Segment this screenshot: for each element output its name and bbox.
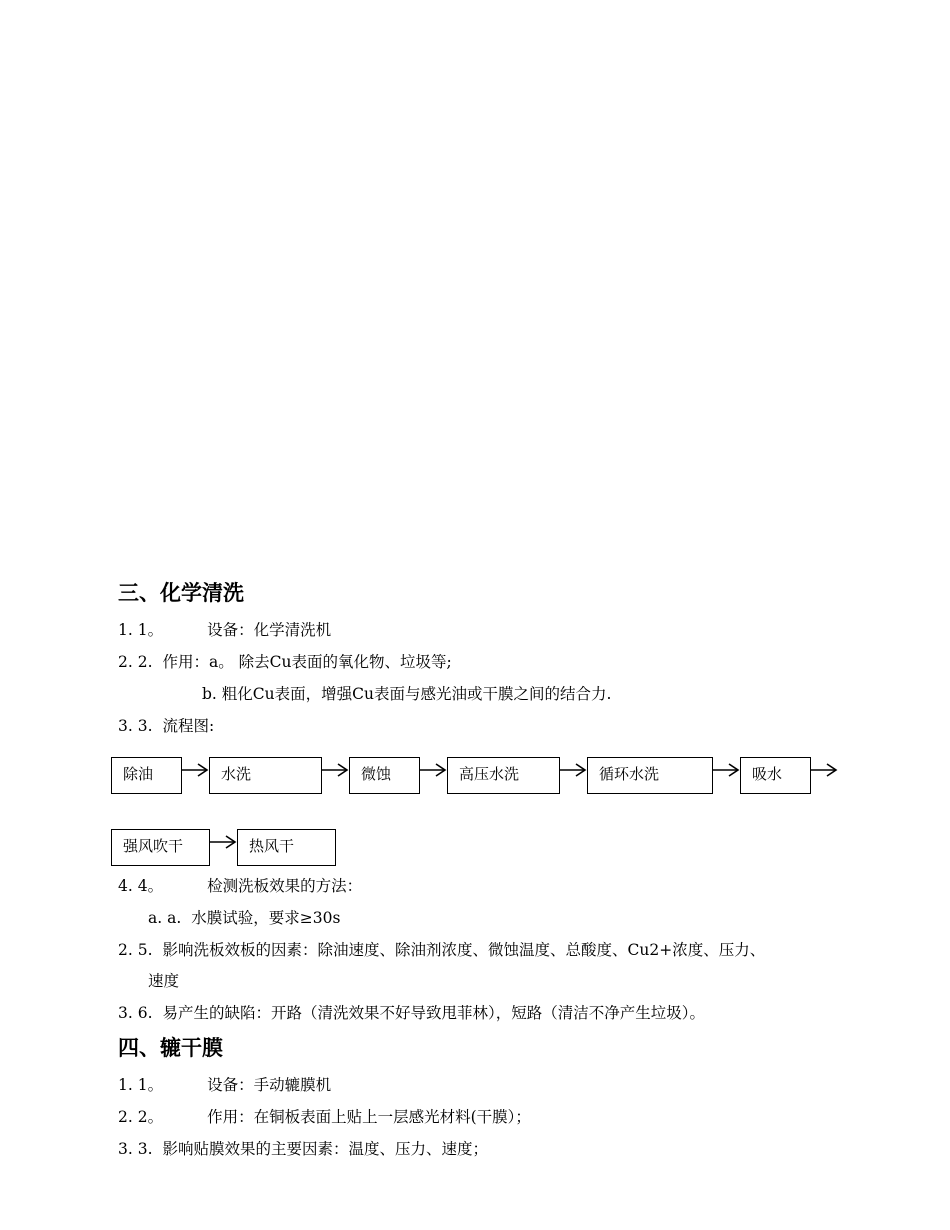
flow-step-rinse: 水洗 bbox=[209, 757, 322, 794]
flow-step-microetch: 微蚀 bbox=[349, 757, 420, 794]
s4-item-1 bbox=[118, 1075, 331, 1095]
item-number: 3. 3. bbox=[118, 1140, 153, 1158]
flow-step-absorb: 吸水 bbox=[740, 757, 811, 794]
item-number: 3. 6. bbox=[118, 1004, 153, 1022]
flow-step-circulating-rinse: 循环水洗 bbox=[587, 757, 713, 794]
s3-item-5 bbox=[118, 940, 765, 960]
s3-item-4a bbox=[148, 908, 340, 928]
arrow bbox=[210, 836, 235, 848]
arrow bbox=[560, 764, 585, 776]
item-text: b. 粗化Cu表面，增强Cu表面与感光油或干膜之间的结合力. bbox=[202, 685, 612, 703]
s4-item-3 bbox=[118, 1139, 488, 1159]
item-number: 1. 1。 bbox=[118, 1076, 164, 1094]
item-text: 设备：化学清洗机 bbox=[207, 621, 332, 639]
flow-step-degrease: 除油 bbox=[111, 757, 182, 794]
item-number: a. a. bbox=[148, 909, 182, 927]
flow-step-high-pressure-rinse: 高压水洗 bbox=[447, 757, 560, 794]
s3-item-6 bbox=[118, 1003, 705, 1023]
flow-step-strong-air-dry: 强风吹干 bbox=[111, 829, 210, 866]
item-text: 作用：在铜板表面上贴上一层感光材料(干膜）； bbox=[207, 1108, 531, 1126]
item-text: 易产生的缺陷：开路（清洗效果不好导致甩菲林），短路（清洁不净产生垃圾）。 bbox=[162, 1004, 706, 1022]
item-number: 2. 5. bbox=[118, 941, 153, 959]
section-4-heading: 四、辘干膜 bbox=[118, 1036, 223, 1060]
s3-item-4 bbox=[118, 876, 362, 896]
item-text: 影响洗板效板的因素：除油速度、除油剂浓度、微蚀温度、总酸度、Cu2+浓度、压力、 bbox=[162, 941, 766, 959]
item-text: 检测洗板效果的方法： bbox=[207, 877, 363, 895]
s3-item-5-cont bbox=[148, 971, 179, 991]
item-text: 设备：手动辘膜机 bbox=[207, 1076, 332, 1094]
arrow bbox=[420, 764, 445, 776]
item-text: 速度 bbox=[148, 972, 180, 990]
item-text: 水膜试验，要求≥30s bbox=[191, 909, 341, 927]
item-number: 2. 2. bbox=[118, 653, 153, 671]
arrow bbox=[182, 764, 207, 776]
flow-step-hot-air-dry: 热风干 bbox=[237, 829, 336, 866]
item-number: 4. 4。 bbox=[118, 877, 164, 895]
section-3-heading: 三、化学清洗 bbox=[118, 581, 244, 605]
item-number: 1. 1。 bbox=[118, 621, 164, 639]
item-text: 作用：a。 除去Cu表面的氧化物、垃圾等; bbox=[162, 653, 452, 671]
item-number: 2. 2。 bbox=[118, 1108, 164, 1126]
arrow bbox=[322, 764, 347, 776]
item-text: 影响贴膜效果的主要因素：温度、压力、速度； bbox=[162, 1140, 489, 1158]
item-text: 流程图: bbox=[162, 717, 215, 735]
item-number: 3. 3. bbox=[118, 717, 153, 735]
s4-item-2 bbox=[118, 1107, 531, 1127]
arrow bbox=[713, 764, 738, 776]
arrow bbox=[811, 764, 836, 776]
